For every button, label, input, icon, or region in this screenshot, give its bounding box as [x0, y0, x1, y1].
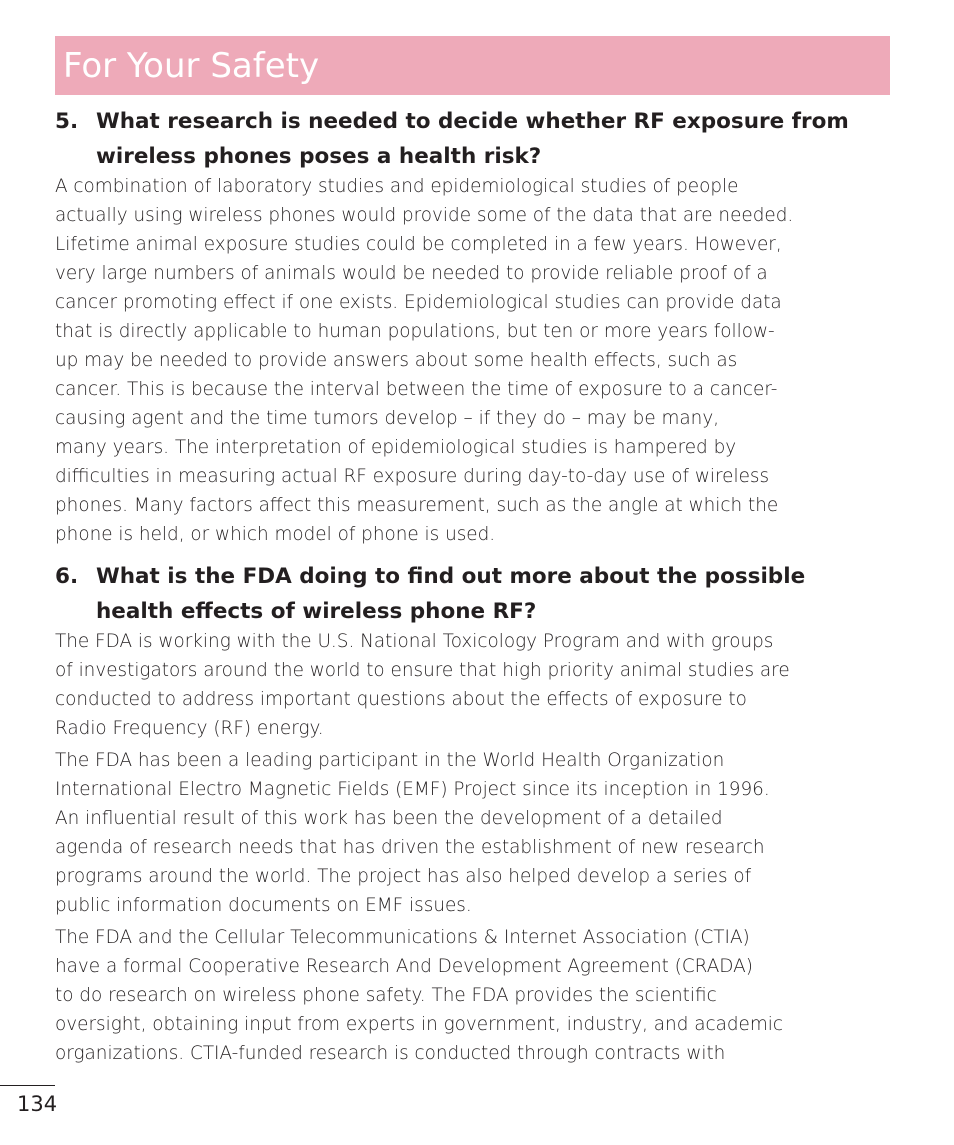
text-line: causing agent and the time tumors develop – if they do – may be many,	[55, 408, 720, 429]
footer-divider	[0, 1085, 55, 1086]
question-text	[96, 104, 897, 174]
page-title: For Your Safety	[63, 46, 320, 86]
text-line: that is directly applicable to human populations, but ten or more years follow-	[55, 321, 775, 342]
page-number: 134	[17, 1092, 58, 1116]
text-line: actually using wireless phones would provide some of the data that are needed.	[55, 205, 794, 226]
text-line: have a formal Cooperative Research And Development Agreement (CRADA)	[55, 956, 753, 977]
text-line: cancer promoting effect if one exists. Epidemiological studies can provide data	[55, 292, 782, 313]
text-line: Lifetime animal exposure studies could be completed in a few years. However,	[55, 234, 782, 255]
text-line: cancer. This is because the interval between the time of exposure to a cancer-	[55, 379, 778, 400]
text-line: oversight, obtaining input from experts in government, industry, and academic	[55, 1014, 783, 1035]
document-body	[55, 104, 897, 1068]
text-line: programs around the world. The project has also helped develop a series of	[55, 866, 752, 887]
question-number: 5.	[55, 109, 79, 134]
answer-paragraph	[55, 627, 897, 743]
text-line: to do research on wireless phone safety. The FDA provides the scientific	[55, 985, 717, 1006]
text-line: The FDA has been a leading participant in the World Health Organization	[55, 750, 725, 771]
text-line: up may be needed to provide answers about some health effects, such as	[55, 350, 738, 371]
text-line: Radio Frequency (RF) energy.	[55, 718, 324, 739]
heading-line: wireless phones poses a health risk?	[96, 144, 542, 169]
text-line: phones. Many factors affect this measurement, such as the angle at which the	[55, 495, 779, 516]
text-line: difficulties in measuring actual RF exposure during day-to-day use of wireless	[55, 466, 770, 487]
section-header-bar	[55, 36, 890, 95]
heading-line: What is the FDA doing to find out more about the possible	[96, 564, 806, 589]
question-number: 6.	[55, 564, 79, 589]
text-line: conducted to address important questions about the effects of exposure to	[55, 689, 747, 710]
text-line: phone is held, or which model of phone is used.	[55, 524, 496, 545]
text-line: of investigators around the world to ensure that high priority animal studies are	[55, 660, 790, 681]
text-line: An influential result of this work has been the development of a detailed	[55, 808, 723, 829]
question-heading	[55, 104, 897, 174]
question-text	[96, 559, 897, 629]
answer-paragraph	[55, 172, 897, 549]
question-heading	[55, 559, 897, 629]
text-line: public information documents on EMF issues.	[55, 895, 472, 916]
text-line: The FDA is working with the U.S. National Toxicology Program and with groups	[55, 631, 774, 652]
heading-line: health effects of wireless phone RF?	[96, 599, 537, 624]
heading-line: What research is needed to decide whether RF exposure from	[96, 109, 849, 134]
text-line: International Electro Magnetic Fields (EMF) Project since its inception in 1996.	[55, 779, 770, 800]
text-line: A combination of laboratory studies and epidemiological studies of people	[55, 176, 739, 197]
answer-paragraph	[55, 746, 897, 920]
answer-paragraph	[55, 923, 897, 1068]
text-line: many years. The interpretation of epidemiological studies is hampered by	[55, 437, 737, 458]
text-line: very large numbers of animals would be needed to provide reliable proof of a	[55, 263, 768, 284]
text-line: organizations. CTIA-funded research is conducted through contracts with	[55, 1043, 726, 1064]
text-line: agenda of research needs that has driven the establishment of new research	[55, 837, 765, 858]
text-line: The FDA and the Cellular Telecommunications & Internet Association (CTIA)	[55, 927, 750, 948]
